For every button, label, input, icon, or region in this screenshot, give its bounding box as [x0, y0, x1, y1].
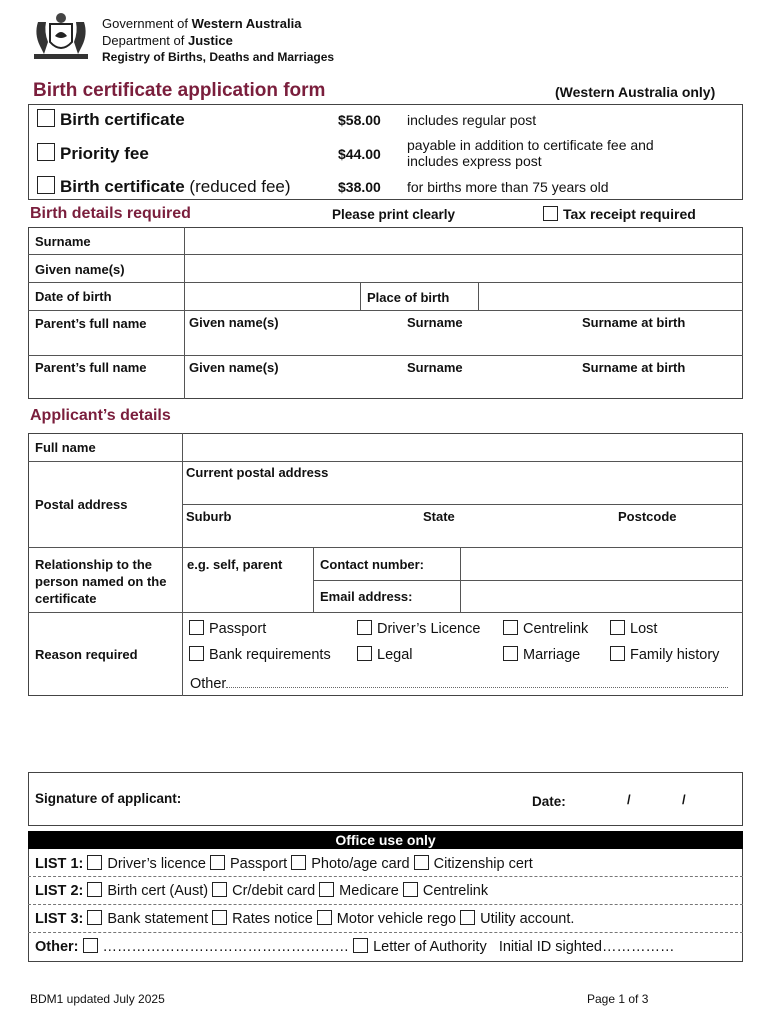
fee-price: $58.00 — [338, 112, 381, 128]
tax-receipt-checkbox[interactable] — [543, 206, 558, 221]
list1-citizenship-checkbox[interactable] — [414, 855, 429, 870]
dept-line: Department of Justice — [102, 33, 233, 48]
list2-card-checkbox[interactable] — [212, 882, 227, 897]
reason-legal[interactable]: Legal — [357, 646, 412, 663]
contact-label: Contact number: — [320, 557, 424, 572]
passport-checkbox[interactable] — [189, 620, 204, 635]
crest-logo — [30, 12, 92, 62]
postcode-field[interactable]: Postcode — [618, 509, 677, 524]
lost-checkbox[interactable] — [610, 620, 625, 635]
centrelink-checkbox[interactable] — [503, 620, 518, 635]
postal-address-label: Postal address — [35, 497, 128, 512]
list2-medicare-checkbox[interactable] — [319, 882, 334, 897]
gov-line: Government of Western Australia — [102, 16, 302, 31]
list3-bank-checkbox[interactable] — [87, 910, 102, 925]
fee-row[interactable]: Birth certificate (reduced fee) — [37, 176, 291, 197]
contact-field[interactable] — [462, 548, 742, 579]
family-history-checkbox[interactable] — [610, 646, 625, 661]
fee-desc: for births more than 75 years old — [407, 179, 609, 195]
other-dots[interactable]: …………………………………………… — [102, 939, 350, 955]
surname-field[interactable] — [186, 228, 742, 254]
office-list2: LIST 2: Birth cert (Aust) Cr/debit card Medicare Centrelink — [35, 883, 489, 899]
fee-desc: includes regular post — [407, 112, 537, 128]
print-note: Please print clearly — [332, 207, 456, 222]
dob-field[interactable] — [186, 283, 359, 309]
given-names-field[interactable] — [186, 255, 742, 281]
reason-centrelink[interactable]: Centrelink — [503, 620, 588, 637]
fee-price: $38.00 — [338, 179, 381, 195]
date-label: Date: — [532, 794, 566, 809]
licence-checkbox[interactable] — [357, 620, 372, 635]
bank-checkbox[interactable] — [189, 646, 204, 661]
list2-centrelink-checkbox[interactable] — [403, 882, 418, 897]
place-of-birth-label: Place of birth — [367, 290, 450, 305]
birth-cert-checkbox[interactable] — [37, 109, 55, 127]
region-note: (Western Australia only) — [555, 84, 716, 100]
fee-row[interactable]: Priority fee — [37, 143, 149, 164]
priority-fee-checkbox[interactable] — [37, 143, 55, 161]
email-field[interactable] — [462, 581, 742, 611]
state-field[interactable]: State — [423, 509, 455, 524]
reason-label: Reason required — [35, 647, 138, 662]
date-sep-1[interactable]: / — [627, 792, 631, 807]
initial-id-dots[interactable]: …………… — [601, 939, 675, 955]
fee-row[interactable]: Birth certificate — [37, 109, 185, 130]
parent1-surname[interactable]: Surname — [407, 315, 463, 330]
reason-lost[interactable]: Lost — [610, 620, 657, 637]
reason-family-history[interactable]: Family history — [610, 646, 719, 663]
other-dotted-line[interactable] — [226, 687, 728, 688]
list2-birth-cert-checkbox[interactable] — [87, 882, 102, 897]
list3-rego-checkbox[interactable] — [317, 910, 332, 925]
parent2-given[interactable]: Given name(s) — [189, 360, 279, 375]
email-label: Email address: — [320, 589, 413, 604]
full-name-field[interactable] — [184, 434, 742, 460]
other-checkbox[interactable] — [83, 938, 98, 953]
date-sep-2[interactable]: / — [682, 792, 686, 807]
reduced-fee-checkbox[interactable] — [37, 176, 55, 194]
parent2-label: Parent’s full name — [35, 360, 147, 375]
authority-checkbox[interactable] — [353, 938, 368, 953]
place-of-birth-field[interactable] — [480, 283, 742, 309]
footer-version: BDM1 updated July 2025 — [30, 992, 165, 1006]
relationship-field[interactable]: e.g. self, parent — [187, 557, 283, 572]
office-list1: LIST 1: Driver’s licence Passport Photo/age card Citizenship cert — [35, 856, 533, 872]
signature-label: Signature of applicant: — [35, 791, 182, 806]
parent2-surname-birth[interactable]: Surname at birth — [582, 360, 686, 375]
parent1-surname-birth[interactable]: Surname at birth — [582, 315, 686, 330]
reason-licence[interactable]: Driver’s Licence — [357, 620, 480, 637]
dob-label: Date of birth — [35, 289, 112, 304]
applicant-heading: Applicant’s details — [30, 407, 171, 424]
reason-passport[interactable]: Passport — [189, 620, 266, 637]
signature-field[interactable] — [210, 780, 510, 820]
suburb-field[interactable]: Suburb — [186, 509, 232, 524]
parent2-surname[interactable]: Surname — [407, 360, 463, 375]
office-other: Other: …………………………………………… Letter of Authority Initial ID sighted…………… — [35, 939, 675, 955]
office-heading: Office use only — [335, 832, 436, 848]
parent1-given[interactable]: Given name(s) — [189, 315, 279, 330]
surname-label: Surname — [35, 234, 91, 249]
list3-utility-checkbox[interactable] — [460, 910, 475, 925]
parent1-label: Parent’s full name — [35, 316, 147, 331]
form-title: Birth certificate application form — [33, 80, 326, 101]
birth-heading: Birth details required — [30, 205, 191, 222]
list3-rates-checkbox[interactable] — [212, 910, 227, 925]
footer-page: Page 1 of 3 — [587, 992, 649, 1006]
registry-line: Registry of Births, Deaths and Marriages — [102, 50, 335, 64]
reason-marriage[interactable]: Marriage — [503, 646, 580, 663]
tax-receipt[interactable]: Tax receipt required — [543, 206, 696, 222]
office-list3: LIST 3: Bank statement Rates notice Motor vehicle rego Utility account. — [35, 911, 575, 927]
fee-desc: payable in addition to certificate fee and includes express post — [407, 137, 654, 169]
marriage-checkbox[interactable] — [503, 646, 518, 661]
fee-price: $44.00 — [338, 146, 381, 162]
reason-other[interactable]: Other — [190, 676, 728, 692]
list1-licence-checkbox[interactable] — [87, 855, 102, 870]
full-name-label: Full name — [35, 440, 96, 455]
current-postal-field[interactable]: Current postal address — [186, 465, 329, 480]
list1-passport-checkbox[interactable] — [210, 855, 225, 870]
list1-photo-card-checkbox[interactable] — [291, 855, 306, 870]
legal-checkbox[interactable] — [357, 646, 372, 661]
reason-bank[interactable]: Bank requirements — [189, 646, 331, 663]
relationship-label: Relationship to the person named on the certificate — [35, 557, 167, 606]
given-names-label: Given name(s) — [35, 262, 125, 277]
